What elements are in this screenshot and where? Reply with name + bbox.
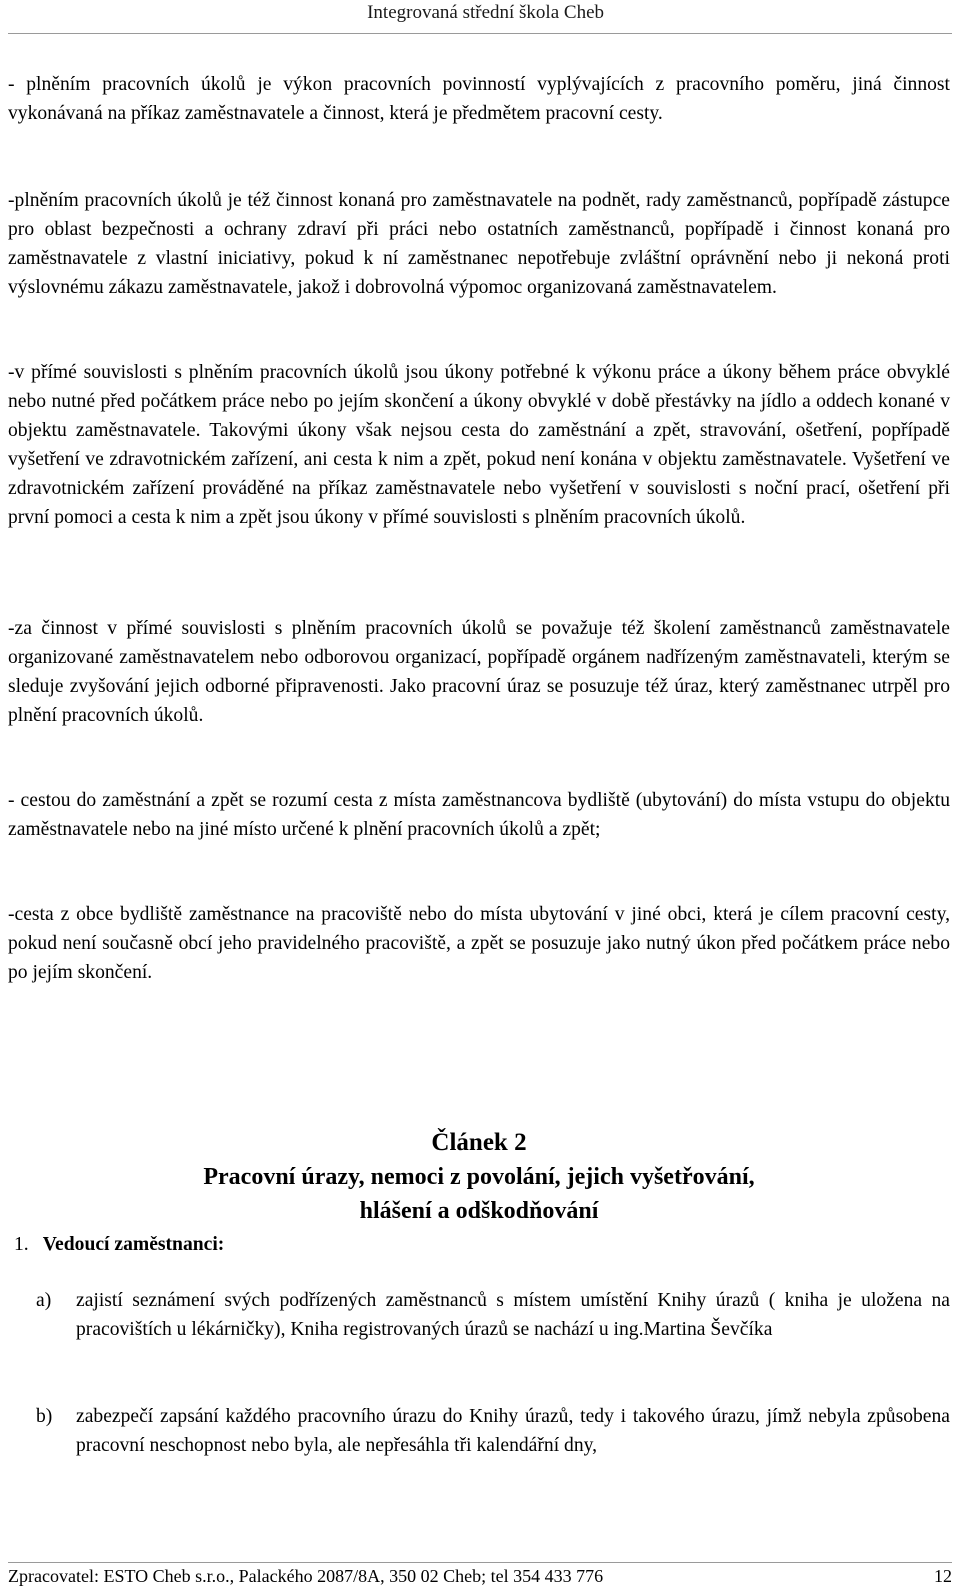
article-title-line1: Pracovní úrazy, nemoci z povolání, jejich vyšetřování,	[203, 1164, 755, 1190]
section-number: 1.	[14, 1234, 29, 1255]
paragraph	[8, 70, 950, 128]
section-label: Vedoucí zaměstnanci:	[42, 1234, 225, 1255]
section-heading	[14, 1230, 224, 1259]
paragraph	[8, 358, 950, 532]
paragraph	[8, 786, 950, 844]
paragraph	[8, 614, 950, 730]
paragraph-text: -plněním pracovních úkolů je též činnost konaná pro zaměstnavatele na podnět, rady zaměstnanců, popřípadě zástupce pro oblast bezpečnosti a ochrany zdraví při práci nebo ostatních zaměstnanců, popřípadě i činnost konaná pro zaměstnavatele z vlastní iniciativy, pokud k ní zaměstnanec nepotřebuje zvláštní oprávnění nebo ji nekoná proti výslovnému zákazu zaměstnavatele, jakož i dobrovolná výpomoc organizovaná zaměstnavatelem.	[8, 190, 950, 298]
header-divider	[8, 33, 952, 34]
page-number: 12	[934, 1566, 952, 1586]
footer-text: Zpracovatel: ESTO Cheb s.r.o., Palackého 2087/8A, 350 02 Cheb; tel 354 433 776	[8, 1566, 604, 1586]
paragraph	[8, 900, 950, 987]
paragraph-text: -za činnost v přímé souvislosti s plněním pracovních úkolů se považuje též školení zaměstnanců zaměstnavatele organizované zaměstnavatelem nebo odborovou organizací, popřípadě orgánem nadřízeným zaměstnavateli, kterým se sleduje zvyšování jejich odborné připravenosti. Jako pracovní úraz se posuzuje též úraz, který zaměstnanec utrpěl pro plnění pracovních úkolů.	[8, 618, 950, 726]
list-item-text: zajistí seznámení svých podřízených zaměstnanců s místem umístění Knihy úrazů ( kniha je uložena na pracovištích u lékárničky), Kniha registrovaných úrazů se nachází u ing.Martina Ševčíka	[76, 1290, 950, 1340]
list-item	[36, 1286, 950, 1344]
paragraph-text: -v přímé souvislosti s plněním pracovních úkolů jsou úkony potřebné k výkonu práce a úkony během práce obvyklé nebo nutné před počátkem práce nebo po jejím skončení a úkony obvyklé v době přestávky na jídlo a oddech konané v objektu zaměstnavatele. Takovými úkony však nejsou cesta do zaměstnání a zpět, stravování, ošetření, popřípadě vyšetření ve zdravotnickém zařízení, ani cesta k nim a zpět, pokud není konána v objektu zaměstnavatele. Vyšetření ve zdravotnickém zařízení prováděné na příkaz zaměstnavatele nebo vyšetření v souvislosti s noční prací, ošetření při první pomoci a cesta k nim a zpět jsou úkony v přímé souvislosti s plněním pracovních úkolů.	[8, 362, 950, 528]
page-footer	[8, 1564, 952, 1588]
paragraph	[8, 186, 950, 302]
paragraph-text: -cesta z obce bydliště zaměstnance na pracoviště nebo do místa ubytování v jiné obci, která je cílem pracovní cesty, pokud není současně obcí jeho pravidelného pracoviště, a zpět se posuzuje jako nutný úkon před počátkem práce nebo po jejím skončení.	[8, 904, 950, 983]
footer-divider	[8, 1562, 952, 1563]
paragraph-text: - plněním pracovních úkolů je výkon pracovních povinností vyplývajících z pracovního poměru, jiná činnost vykonávaná na příkaz zaměstnavatele a činnost, která je předmětem pracovní cesty.	[8, 74, 950, 124]
page-header: Integrovaná střední škola Cheb	[367, 2, 604, 23]
list-item	[36, 1402, 950, 1460]
list-item-text: zabezpečí zapsání každého pracovního úrazu do Knihy úrazů, tedy i takového úrazu, jímž nebyla způsobena pracovní neschopnost nebo byla, ale nepřesáhla tři kalendářní dny,	[76, 1406, 950, 1456]
paragraph-text: - cestou do zaměstnání a zpět se rozumí cesta z místa zaměstnancova bydliště (ubytování) do místa vstupu do objektu zaměstnavatele nebo na jiné místo určené k plnění pracovních úkolů a zpět;	[8, 790, 950, 840]
list-marker: b)	[36, 1406, 53, 1427]
article-number: Článek 2	[431, 1129, 527, 1156]
article-heading	[8, 1126, 950, 1228]
list-marker: a)	[36, 1290, 52, 1311]
article-title-line2: hlášení a odškodňování	[359, 1198, 599, 1224]
